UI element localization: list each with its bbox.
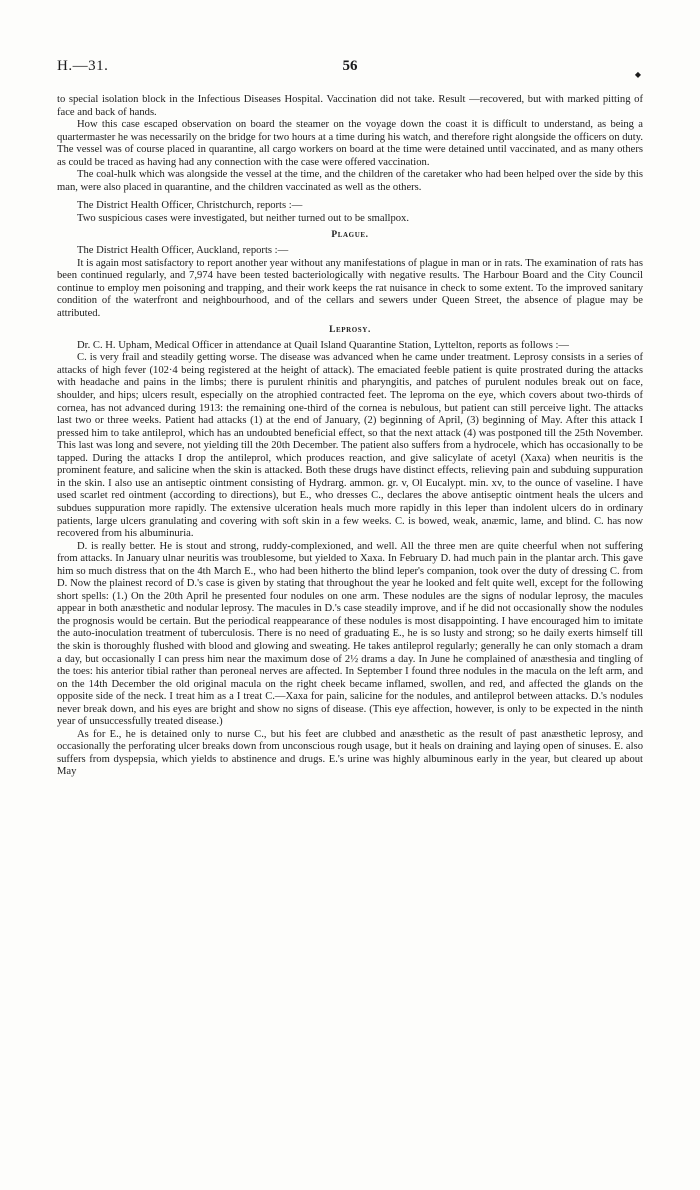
paragraph: How this case escaped observation on board the steamer on the voyage down the coast it is difficult to understand, as being a quartermaster he was necessarily on the bridge for two hours at a time during his watch, and therefore right alongside the officers on duty. The vessel was of course placed in quarantine, all cargo workers on board at the time were detained until vaccinated, and as many others as could be traced as having had any connection with the case were offered vaccination.: [57, 119, 643, 168]
paragraph: to special isolation block in the Infectious Diseases Hospital. Vaccination did not take. Result —recovered, but with marked pitting of face and back of hands.: [57, 94, 643, 118]
page-number: 56: [342, 58, 358, 74]
page-header: [57, 58, 643, 80]
section-heading-leprosy: Leprosy.: [329, 325, 371, 336]
paragraph: D. is really better. He is stout and strong, ruddy-complexioned, and well. All the three men are quite cheerful when not suffering from attacks. In January ulnar neuritis was troublesome, but yielded to Xaxa. In February D. had much pain in the plantar arch. This gave him so much distress that on the 4th March E., who had been hitherto the blind leper's companion, took over the duty of dressing C. from D. Now the plainest record of D.'s case is given by stating that throughout the year he looked and felt quite well, except for the following short spells: (1.) On the 20th April he presented four nodules on one arm. These nodules are the signs of nodular leprosy, the macules appear in both anæsthetic and nodular leprosy. The macules in D.'s case steadily improve, and if he did not occasionally show the nodules the prognosis would be certain. But the periodical reappearance of these nodules is most disappointing. I have encouraged him to imitate the auto-inoculation treatment of tuberculosis. There is no need of graduating E., he is so lusty and strong; so he daily exerts himself till the skin is thoroughly flushed with blood and glowing and sweating. He takes antileprol regularly; generally he can only stomach a dram a day, but occasionally I can press him near the maximum dose of 2½ drams a day. In June he complained of anæsthesia and tingling of the toes: his anterior tibial rather than peroneal nerves are affected. In September I found three nodules in the macula on the left arm, and on the 14th December the old original macula on the right cheek became inflamed, swollen, and red, and affected the glands on the opposite side of the neck. I treat him as a I treat C.—Xaxa for pain, salicine for the nodules, and antileprol between attacks. D.'s nodules never break down, and his eyes are bright and show no signs of disease. (This eye affection, however, is only to be expected in the ninth year of unsuccessfully treated disease.): [57, 540, 643, 728]
paragraph: The District Health Officer, Christchurch, reports :—: [77, 200, 303, 212]
ink-mark: ◆: [634, 70, 641, 79]
paragraph: The District Health Officer, Auckland, reports :—: [77, 245, 289, 257]
paragraph: Two suspicious cases were investigated, but neither turned out to be smallpox.: [77, 212, 410, 224]
paragraph: It is again most satisfactory to report another year without any manifestations of plague in man or in rats. The examination of rats has been continued regularly, and 7,974 have been tested bacteriologically with negative results. The Harbour Board and the City Council continue to employ men poisoning and trapping, and their work keeps the rat nuisance in check to some extent. To the improved sanitary condition of the waterfront and neighbourhood, and of the cellars and sewers under Queen Street, the absence of plague may be attributed.: [57, 257, 643, 319]
document-reference: H.—31.: [57, 58, 109, 74]
paragraph: C. is very frail and steadily getting worse. The disease was advanced when he came under treatment. Leprosy consists in a series of attacks of high fever (102·4 being registered at the height of attack). The emaciated feeble patient is quite prostrated during the attacks with headache and pains in the limbs; there is purulent rhinitis and pharyngitis, and patches of purulent nodules break out on face, shoulder, and hips; ulcers result, especially on the atrophied contracted feet. The leproma on the eye, which covers about two-thirds of cornea, has not advanced during 1913: the remaining one-third of the cornea is nebulous, but patient can still perceive light. The attacks last two or three weeks. Patient had attacks (1) at the end of January, (2) beginning of April, (3) beginning of May. After this attack I pressed him to take antileprol, which has an undoubted beneficial effect, so that the next attack (4) was postponed till the 25th November. This last was long and severe, not yielding till the 20th December. The patient also suffers from a hydrocele, which has occasionally to be tapped. During the attacks I drop the antileprol, which produces reaction, and give salicylate of acetyl (Xaxa) when neuritis is the prominent feature, and salicine when the skin is attacked. Both these drugs have distinct effects, relieving pain and subduing suppuration in the skin. I also use an antiseptic ointment consisting of Hydrarg. ammon. gr. v, Ol Eucalypt. min. xv, to the ounce of vaseline. I have used scarlet red ointment (according to directions), but E., who dresses C., declares the above antiseptic ointment heals the ulcers and subdues suppuration more rapidly. The extensive ulceration heals much more rapidly in this leper than indolent ulcers do in ordinary patients, large ulcers granulating and covering with soft skin in a few weeks. C. is bowed, weak, anæmic, lame, and blind. C. has now recovered from his albuminuria.: [57, 352, 643, 540]
paragraph: The coal-hulk which was alongside the vessel at the time, and the children of the caretaker who had been helped over the side by this man, were also placed in quarantine, and the children vaccinated as well as the others.: [57, 169, 643, 193]
paragraph: As for E., he is detained only to nurse C., but his feet are clubbed and anæsthetic as the result of past anæsthetic leprosy, and occasionally the perforating ulcer breaks down from unconscious rough usage, but it heals on draining and laying open of sinuses. E. also suffers from dyspepsia, which yields to abstinence and drugs. E.'s urine was highly albuminous early in the year, but cleared up about May: [57, 728, 643, 778]
paragraph: Dr. C. H. Upham, Medical Officer in attendance at Quail Island Quarantine Station, Lyttelton, reports as follows :—: [77, 339, 569, 351]
section-heading-plague: Plague.: [331, 230, 369, 241]
document-body: [57, 94, 643, 779]
